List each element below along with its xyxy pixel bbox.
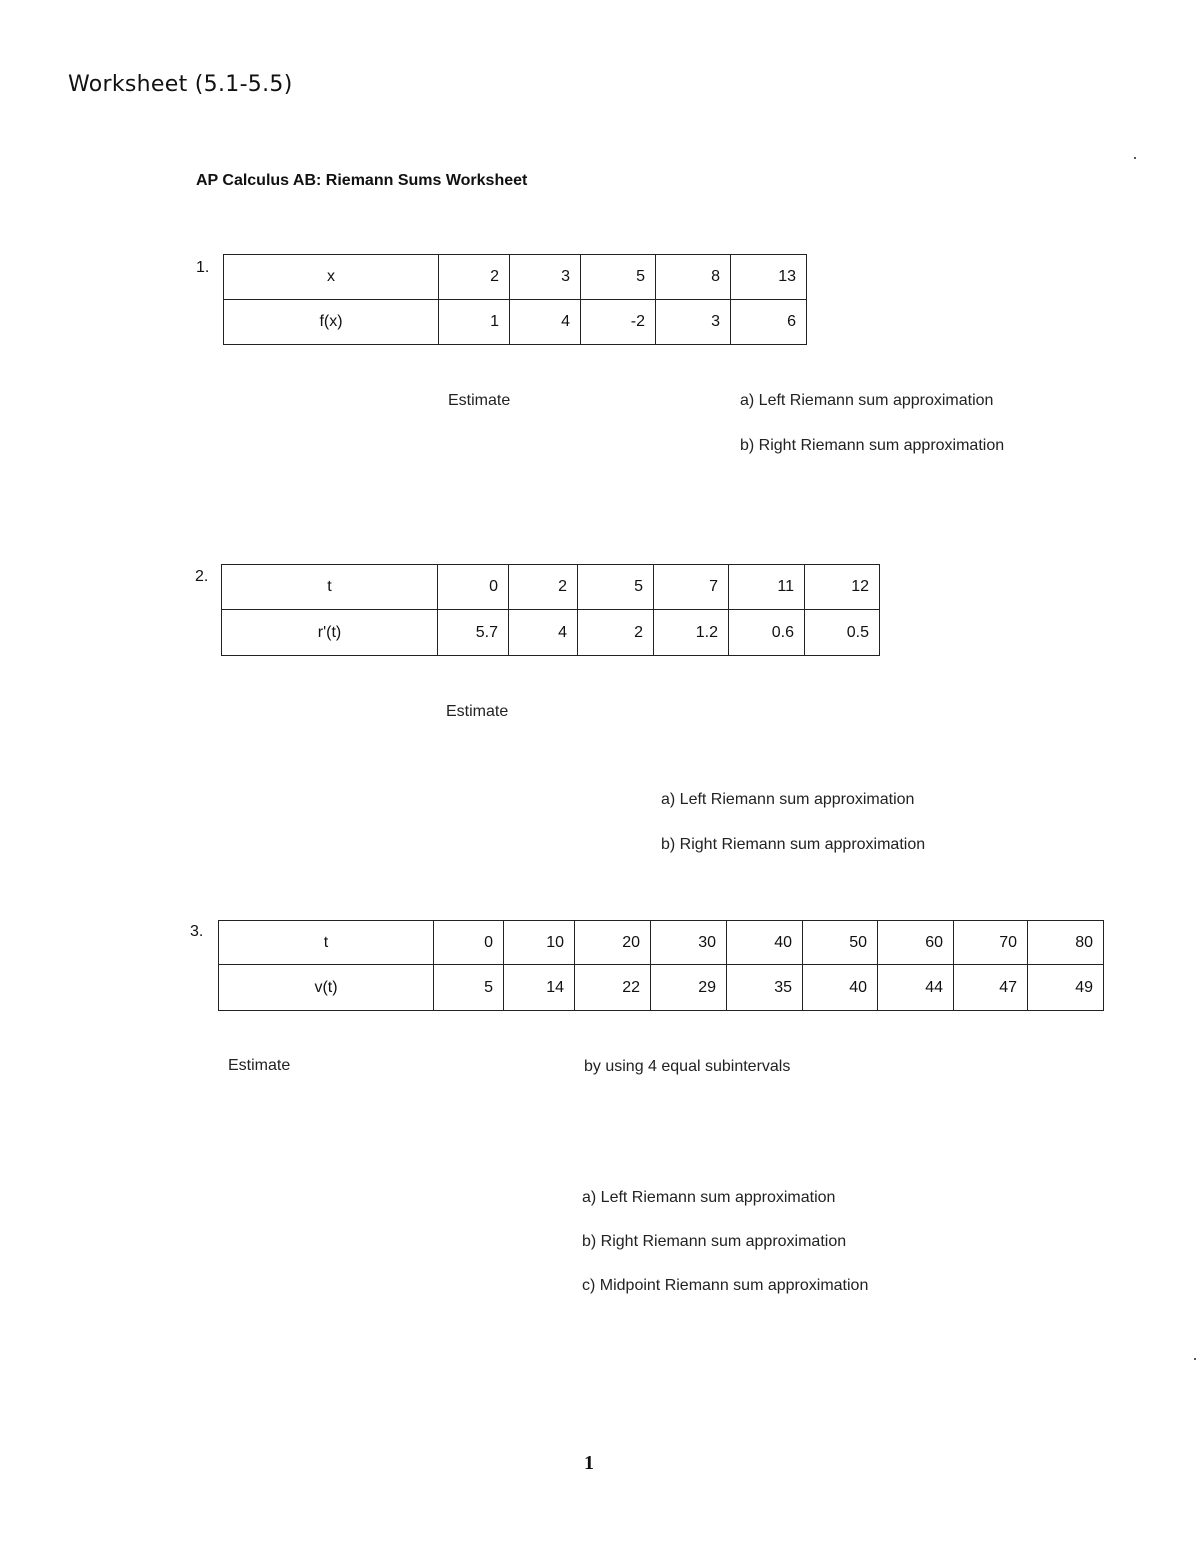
problem-2-number: 2. [195,568,209,585]
table-cell: 3 [656,300,731,345]
table-cell: 5 [581,255,656,300]
table-cell: 60 [878,921,954,965]
table-cell: 8 [656,255,731,300]
problem-2-estimate: Estimate [446,703,509,720]
problem-1-number: 1. [196,259,210,276]
problem-1-part-a: a) Left Riemann sum approximation [740,392,994,409]
table-cell: 5 [578,565,654,610]
table-header-cell: v(t) [219,965,434,1011]
table-cell: 35 [727,965,803,1011]
table-cell: 0.6 [729,610,805,656]
worksheet-title: Worksheet (5.1-5.5) [68,72,293,97]
table-cell: 13 [731,255,807,300]
table-cell: 3 [510,255,581,300]
problem-1-estimate: Estimate [448,392,511,409]
problem-2-table [221,564,880,656]
table-cell: 49 [1028,965,1104,1011]
table-cell: 40 [803,965,878,1011]
table-header-cell: x [224,255,439,300]
table-cell: 7 [654,565,729,610]
table-cell: 0.5 [805,610,880,656]
table-cell: 2 [578,610,654,656]
scan-speck [1134,157,1136,159]
table-cell: 22 [575,965,651,1011]
problem-2-part-a: a) Left Riemann sum approximation [661,791,915,808]
problem-3-estimate: Estimate [228,1057,291,1074]
table-cell: 80 [1028,921,1104,965]
table-header-cell: t [219,921,434,965]
table-cell: 1.2 [654,610,729,656]
table-cell: 5.7 [438,610,509,656]
table-cell: -2 [581,300,656,345]
scan-speck [1194,1358,1196,1360]
problem-3-table [218,920,1104,1011]
problem-2-part-b: b) Right Riemann sum approximation [661,836,926,853]
table-row [219,965,1104,1011]
problem-3-part-a: a) Left Riemann sum approximation [582,1189,836,1206]
table-cell: 12 [805,565,880,610]
table-cell: 14 [504,965,575,1011]
problem-3-part-b: b) Right Riemann sum approximation [582,1233,847,1250]
table-cell: 6 [731,300,807,345]
table-cell: 10 [504,921,575,965]
problem-1-part-b: b) Right Riemann sum approximation [740,437,1005,454]
table-row [224,300,807,345]
table-row [224,255,807,300]
table-cell: 1 [439,300,510,345]
table-cell: 11 [729,565,805,610]
table-row [219,921,1104,965]
page-number: 1 [584,1452,594,1474]
problem-3-number: 3. [190,923,204,940]
table-cell: 5 [434,965,504,1011]
problem-1-table [223,254,807,345]
table-cell: 4 [510,300,581,345]
table-cell: 0 [438,565,509,610]
table-row [222,610,880,656]
table-cell: 40 [727,921,803,965]
table-cell: 20 [575,921,651,965]
table-cell: 50 [803,921,878,965]
table-cell: 30 [651,921,727,965]
table-cell: 29 [651,965,727,1011]
table-header-cell: t [222,565,438,610]
table-header-cell: f(x) [224,300,439,345]
worksheet-subtitle: AP Calculus AB: Riemann Sums Worksheet [196,172,528,189]
table-cell: 47 [954,965,1028,1011]
table-cell: 0 [434,921,504,965]
table-cell: 2 [439,255,510,300]
problem-3-method: by using 4 equal subintervals [584,1058,791,1075]
table-header-cell: r'(t) [222,610,438,656]
table-cell: 70 [954,921,1028,965]
problem-3-part-c: c) Midpoint Riemann sum approximation [582,1277,869,1294]
table-cell: 4 [509,610,578,656]
table-cell: 2 [509,565,578,610]
table-cell: 44 [878,965,954,1011]
table-row [222,565,880,610]
